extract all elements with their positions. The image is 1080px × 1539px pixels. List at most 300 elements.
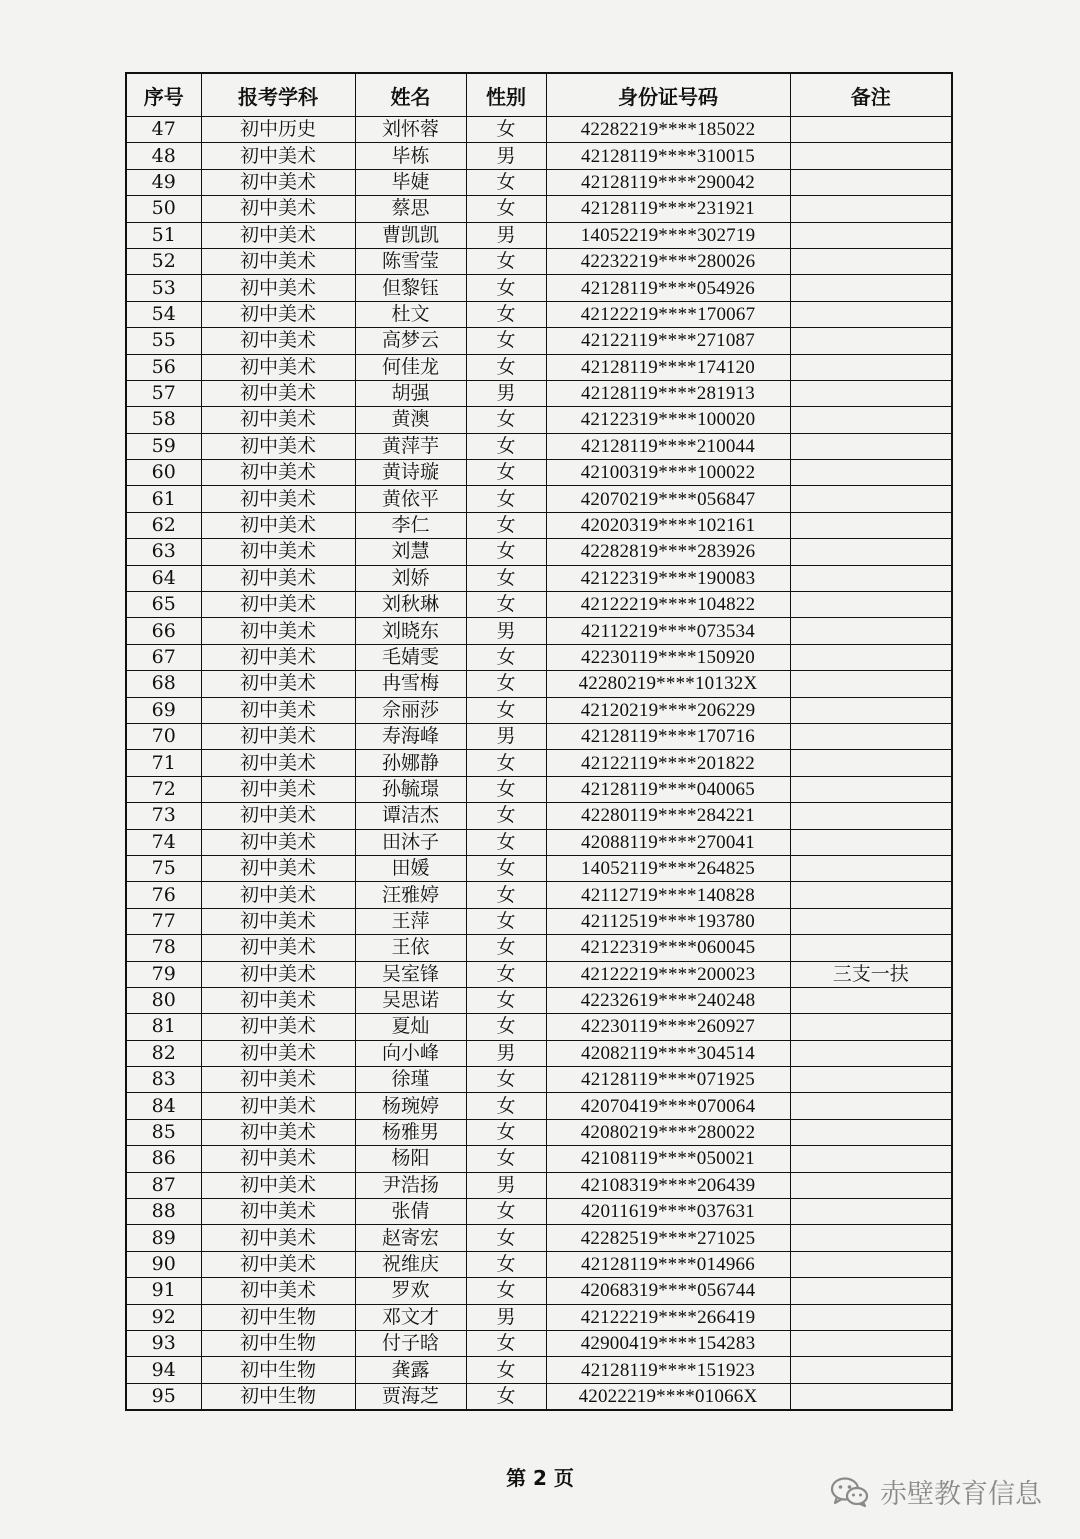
cell-seq: 61 — [126, 486, 201, 512]
cell-name: 张倩 — [355, 1199, 466, 1225]
cell-subject: 初中美术 — [201, 908, 355, 934]
cell-gender: 女 — [466, 987, 546, 1013]
cell-name: 杨雅男 — [355, 1119, 466, 1145]
table-row — [126, 1172, 952, 1198]
table-row — [126, 1225, 952, 1251]
cell-remark — [790, 855, 952, 881]
table-row — [126, 1146, 952, 1172]
cell-remark — [790, 1014, 952, 1040]
cell-id-number: 42128119****151923 — [546, 1357, 790, 1383]
roster-table — [125, 72, 953, 1411]
cell-gender: 女 — [466, 855, 546, 881]
cell-remark — [790, 248, 952, 274]
cell-gender: 男 — [466, 618, 546, 644]
table-row — [126, 908, 952, 934]
cell-gender: 女 — [466, 539, 546, 565]
header-row — [126, 73, 952, 117]
cell-seq: 63 — [126, 539, 201, 565]
table-row — [126, 1093, 952, 1119]
cell-id-number: 42108119****050021 — [546, 1146, 790, 1172]
cell-subject: 初中美术 — [201, 1251, 355, 1277]
cell-seq: 67 — [126, 644, 201, 670]
cell-subject: 初中美术 — [201, 1014, 355, 1040]
cell-name: 向小峰 — [355, 1040, 466, 1066]
table-row — [126, 1067, 952, 1093]
cell-gender: 女 — [466, 433, 546, 459]
cell-seq: 52 — [126, 248, 201, 274]
cell-name: 刘娇 — [355, 565, 466, 591]
cell-gender: 女 — [466, 644, 546, 670]
cell-gender: 女 — [466, 275, 546, 301]
cell-seq: 56 — [126, 354, 201, 380]
cell-remark — [790, 486, 952, 512]
cell-seq: 70 — [126, 723, 201, 749]
cell-id-number: 42122319****190083 — [546, 565, 790, 591]
header-gender: 性别 — [466, 73, 546, 117]
cell-seq: 47 — [126, 117, 201, 143]
cell-name: 孙娜静 — [355, 750, 466, 776]
cell-gender: 女 — [466, 935, 546, 961]
cell-subject: 初中美术 — [201, 196, 355, 222]
cell-remark — [790, 1225, 952, 1251]
cell-id-number: 42128119****310015 — [546, 143, 790, 169]
cell-gender: 女 — [466, 750, 546, 776]
cell-name: 毕婕 — [355, 169, 466, 195]
cell-seq: 85 — [126, 1119, 201, 1145]
cell-gender: 女 — [466, 1093, 546, 1119]
cell-seq: 54 — [126, 301, 201, 327]
cell-gender: 女 — [466, 1199, 546, 1225]
cell-gender: 男 — [466, 380, 546, 406]
cell-remark — [790, 935, 952, 961]
cell-seq: 69 — [126, 697, 201, 723]
roster-table-container — [125, 72, 951, 1411]
table-row — [126, 935, 952, 961]
cell-seq: 65 — [126, 592, 201, 618]
table-row — [126, 565, 952, 591]
cell-id-number: 42108319****206439 — [546, 1172, 790, 1198]
cell-name: 曹凯凯 — [355, 222, 466, 248]
cell-seq: 72 — [126, 776, 201, 802]
cell-remark — [790, 565, 952, 591]
table-row — [126, 328, 952, 354]
wechat-icon — [830, 1476, 870, 1508]
cell-name: 尹浩扬 — [355, 1172, 466, 1198]
cell-gender: 女 — [466, 803, 546, 829]
table-row — [126, 882, 952, 908]
cell-subject: 初中美术 — [201, 328, 355, 354]
cell-gender: 女 — [466, 1014, 546, 1040]
cell-gender: 女 — [466, 671, 546, 697]
cell-gender: 女 — [466, 1119, 546, 1145]
cell-id-number: 42128119****071925 — [546, 1067, 790, 1093]
header-subject: 报考学科 — [201, 73, 355, 117]
cell-name: 刘秋琳 — [355, 592, 466, 618]
cell-subject: 初中美术 — [201, 592, 355, 618]
cell-remark — [790, 1251, 952, 1277]
cell-seq: 53 — [126, 275, 201, 301]
cell-gender: 女 — [466, 460, 546, 486]
cell-remark — [790, 407, 952, 433]
cell-id-number: 42128119****290042 — [546, 169, 790, 195]
cell-remark — [790, 512, 952, 538]
cell-name: 王萍 — [355, 908, 466, 934]
cell-remark — [790, 592, 952, 618]
cell-subject: 初中美术 — [201, 486, 355, 512]
cell-name: 田沐子 — [355, 829, 466, 855]
cell-gender: 女 — [466, 512, 546, 538]
cell-gender: 女 — [466, 486, 546, 512]
cell-name: 黄萍芋 — [355, 433, 466, 459]
cell-gender: 女 — [466, 301, 546, 327]
cell-remark — [790, 1119, 952, 1145]
cell-remark — [790, 1146, 952, 1172]
cell-seq: 62 — [126, 512, 201, 538]
cell-id-number: 42282819****283926 — [546, 539, 790, 565]
cell-subject: 初中美术 — [201, 776, 355, 802]
cell-remark — [790, 169, 952, 195]
cell-remark — [790, 1304, 952, 1330]
table-row — [126, 460, 952, 486]
cell-seq: 66 — [126, 618, 201, 644]
cell-gender: 女 — [466, 961, 546, 987]
table-row — [126, 275, 952, 301]
cell-remark — [790, 987, 952, 1013]
table-row — [126, 1014, 952, 1040]
cell-name: 杜文 — [355, 301, 466, 327]
cell-id-number: 42082119****304514 — [546, 1040, 790, 1066]
table-row — [126, 750, 952, 776]
cell-name: 罗欢 — [355, 1278, 466, 1304]
cell-remark — [790, 803, 952, 829]
cell-subject: 初中美术 — [201, 935, 355, 961]
cell-seq: 87 — [126, 1172, 201, 1198]
table-row — [126, 1330, 952, 1356]
cell-seq: 60 — [126, 460, 201, 486]
cell-name: 祝维庆 — [355, 1251, 466, 1277]
cell-subject: 初中美术 — [201, 987, 355, 1013]
cell-subject: 初中美术 — [201, 644, 355, 670]
cell-name: 邓文才 — [355, 1304, 466, 1330]
cell-id-number: 42122319****060045 — [546, 935, 790, 961]
table-row — [126, 618, 952, 644]
cell-subject: 初中美术 — [201, 539, 355, 565]
cell-name: 田媛 — [355, 855, 466, 881]
table-row — [126, 697, 952, 723]
cell-subject: 初中美术 — [201, 1225, 355, 1251]
cell-id-number: 14052219****302719 — [546, 222, 790, 248]
cell-name: 黄依平 — [355, 486, 466, 512]
cell-id-number: 42230119****150920 — [546, 644, 790, 670]
cell-remark — [790, 275, 952, 301]
cell-gender: 女 — [466, 1225, 546, 1251]
cell-name: 刘怀蓉 — [355, 117, 466, 143]
cell-subject: 初中美术 — [201, 882, 355, 908]
table-row — [126, 987, 952, 1013]
cell-name: 吴室锋 — [355, 961, 466, 987]
cell-subject: 初中美术 — [201, 1146, 355, 1172]
table-row — [126, 354, 952, 380]
cell-name: 谭洁杰 — [355, 803, 466, 829]
cell-id-number: 42128119****231921 — [546, 196, 790, 222]
cell-id-number: 42068319****056744 — [546, 1278, 790, 1304]
table-row — [126, 222, 952, 248]
cell-seq: 86 — [126, 1146, 201, 1172]
cell-seq: 71 — [126, 750, 201, 776]
cell-subject: 初中美术 — [201, 1093, 355, 1119]
cell-id-number: 42128119****054926 — [546, 275, 790, 301]
cell-seq: 51 — [126, 222, 201, 248]
cell-id-number: 42128119****040065 — [546, 776, 790, 802]
cell-id-number: 42122219****104822 — [546, 592, 790, 618]
cell-id-number: 42112519****193780 — [546, 908, 790, 934]
cell-id-number: 42080219****280022 — [546, 1119, 790, 1145]
cell-name: 刘晓东 — [355, 618, 466, 644]
cell-seq: 94 — [126, 1357, 201, 1383]
cell-gender: 女 — [466, 407, 546, 433]
cell-subject: 初中美术 — [201, 1278, 355, 1304]
cell-id-number: 42100319****100022 — [546, 460, 790, 486]
header-name: 姓名 — [355, 73, 466, 117]
cell-id-number: 42232619****240248 — [546, 987, 790, 1013]
cell-gender: 女 — [466, 328, 546, 354]
cell-seq: 90 — [126, 1251, 201, 1277]
cell-subject: 初中美术 — [201, 354, 355, 380]
cell-subject: 初中美术 — [201, 222, 355, 248]
cell-remark — [790, 882, 952, 908]
cell-gender: 女 — [466, 1067, 546, 1093]
cell-subject: 初中美术 — [201, 460, 355, 486]
cell-seq: 77 — [126, 908, 201, 934]
cell-gender: 男 — [466, 1304, 546, 1330]
cell-seq: 81 — [126, 1014, 201, 1040]
cell-id-number: 42128119****170716 — [546, 723, 790, 749]
cell-subject: 初中生物 — [201, 1304, 355, 1330]
roster-table-header — [126, 73, 952, 117]
cell-id-number: 42280119****284221 — [546, 803, 790, 829]
cell-remark — [790, 1172, 952, 1198]
cell-id-number: 42280219****10132X — [546, 671, 790, 697]
cell-remark — [790, 776, 952, 802]
cell-name: 付子晗 — [355, 1330, 466, 1356]
table-row — [126, 512, 952, 538]
cell-name: 贾海芝 — [355, 1383, 466, 1410]
cell-id-number: 42230119****260927 — [546, 1014, 790, 1040]
cell-remark — [790, 143, 952, 169]
cell-id-number: 42011619****037631 — [546, 1199, 790, 1225]
table-row — [126, 1199, 952, 1225]
table-row — [126, 723, 952, 749]
cell-name: 寿海峰 — [355, 723, 466, 749]
table-row — [126, 196, 952, 222]
cell-seq: 49 — [126, 169, 201, 195]
cell-id-number: 42020319****102161 — [546, 512, 790, 538]
cell-id-number: 42112219****073534 — [546, 618, 790, 644]
cell-remark — [790, 354, 952, 380]
cell-subject: 初中美术 — [201, 618, 355, 644]
cell-id-number: 42232219****280026 — [546, 248, 790, 274]
table-row — [126, 671, 952, 697]
cell-name: 王依 — [355, 935, 466, 961]
cell-name: 龚露 — [355, 1357, 466, 1383]
header-id: 身份证号码 — [546, 73, 790, 117]
cell-seq: 79 — [126, 961, 201, 987]
cell-subject: 初中美术 — [201, 301, 355, 327]
watermark — [830, 1472, 1042, 1511]
cell-subject: 初中历史 — [201, 117, 355, 143]
table-row — [126, 248, 952, 274]
watermark-text: 赤壁教育信息 — [880, 1479, 1042, 1510]
cell-gender: 女 — [466, 1357, 546, 1383]
cell-id-number: 42122219****266419 — [546, 1304, 790, 1330]
cell-seq: 76 — [126, 882, 201, 908]
cell-seq: 92 — [126, 1304, 201, 1330]
cell-seq: 59 — [126, 433, 201, 459]
table-row — [126, 407, 952, 433]
cell-gender: 女 — [466, 354, 546, 380]
table-row — [126, 1040, 952, 1066]
cell-subject: 初中美术 — [201, 1067, 355, 1093]
table-row — [126, 644, 952, 670]
cell-id-number: 42070419****070064 — [546, 1093, 790, 1119]
cell-gender: 男 — [466, 143, 546, 169]
cell-remark — [790, 328, 952, 354]
cell-seq: 88 — [126, 1199, 201, 1225]
roster-table-body — [126, 117, 952, 1411]
table-row — [126, 1357, 952, 1383]
cell-name: 蔡思 — [355, 196, 466, 222]
cell-id-number: 42112719****140828 — [546, 882, 790, 908]
cell-id-number: 42122119****201822 — [546, 750, 790, 776]
cell-seq: 50 — [126, 196, 201, 222]
cell-subject: 初中美术 — [201, 803, 355, 829]
cell-gender: 女 — [466, 829, 546, 855]
cell-subject: 初中美术 — [201, 143, 355, 169]
table-row — [126, 433, 952, 459]
cell-gender: 女 — [466, 565, 546, 591]
cell-seq: 89 — [126, 1225, 201, 1251]
cell-subject: 初中美术 — [201, 565, 355, 591]
cell-name: 徐瑾 — [355, 1067, 466, 1093]
cell-name: 胡强 — [355, 380, 466, 406]
cell-gender: 女 — [466, 592, 546, 618]
table-row — [126, 1304, 952, 1330]
table-row — [126, 855, 952, 881]
table-row — [126, 301, 952, 327]
cell-name: 李仁 — [355, 512, 466, 538]
cell-name: 毛婧雯 — [355, 644, 466, 670]
cell-gender: 女 — [466, 1330, 546, 1356]
cell-name: 汪雅婷 — [355, 882, 466, 908]
table-row — [126, 1278, 952, 1304]
cell-remark — [790, 1040, 952, 1066]
cell-remark — [790, 117, 952, 143]
cell-name: 陈雪莹 — [355, 248, 466, 274]
cell-subject: 初中美术 — [201, 750, 355, 776]
cell-subject: 初中美术 — [201, 433, 355, 459]
table-row — [126, 539, 952, 565]
cell-remark — [790, 222, 952, 248]
cell-gender: 女 — [466, 697, 546, 723]
cell-seq: 55 — [126, 328, 201, 354]
table-row — [126, 803, 952, 829]
cell-id-number: 42900419****154283 — [546, 1330, 790, 1356]
cell-seq: 68 — [126, 671, 201, 697]
cell-remark — [790, 644, 952, 670]
cell-subject: 初中美术 — [201, 380, 355, 406]
cell-remark — [790, 1093, 952, 1119]
page-number: 第 2 页 — [506, 1466, 574, 1490]
cell-seq: 83 — [126, 1067, 201, 1093]
cell-id-number: 42128119****014966 — [546, 1251, 790, 1277]
table-row — [126, 1251, 952, 1277]
cell-subject: 初中美术 — [201, 512, 355, 538]
table-row — [126, 829, 952, 855]
cell-name: 黄诗璇 — [355, 460, 466, 486]
cell-gender: 女 — [466, 776, 546, 802]
cell-name: 夏灿 — [355, 1014, 466, 1040]
cell-id-number: 14052119****264825 — [546, 855, 790, 881]
cell-subject: 初中美术 — [201, 855, 355, 881]
cell-gender: 男 — [466, 222, 546, 248]
cell-seq: 73 — [126, 803, 201, 829]
cell-gender: 男 — [466, 1040, 546, 1066]
cell-id-number: 42070219****056847 — [546, 486, 790, 512]
cell-gender: 女 — [466, 1383, 546, 1410]
cell-seq: 57 — [126, 380, 201, 406]
cell-name: 吴思诺 — [355, 987, 466, 1013]
table-row — [126, 486, 952, 512]
table-row — [126, 117, 952, 143]
cell-id-number: 42122119****271087 — [546, 328, 790, 354]
cell-gender: 男 — [466, 1172, 546, 1198]
cell-remark — [790, 829, 952, 855]
cell-remark — [790, 539, 952, 565]
cell-gender: 女 — [466, 908, 546, 934]
cell-id-number: 42022219****01066X — [546, 1383, 790, 1410]
cell-seq: 58 — [126, 407, 201, 433]
cell-remark — [790, 697, 952, 723]
table-row — [126, 380, 952, 406]
table-row — [126, 776, 952, 802]
cell-seq: 95 — [126, 1383, 201, 1410]
cell-name: 但黎钰 — [355, 275, 466, 301]
cell-id-number: 42122319****100020 — [546, 407, 790, 433]
cell-gender: 女 — [466, 117, 546, 143]
cell-remark — [790, 908, 952, 934]
cell-remark — [790, 460, 952, 486]
cell-remark — [790, 1199, 952, 1225]
cell-seq: 91 — [126, 1278, 201, 1304]
cell-remark — [790, 1357, 952, 1383]
cell-subject: 初中美术 — [201, 169, 355, 195]
cell-subject: 初中美术 — [201, 961, 355, 987]
cell-remark — [790, 723, 952, 749]
cell-id-number: 42122219****200023 — [546, 961, 790, 987]
cell-seq: 64 — [126, 565, 201, 591]
cell-remark — [790, 433, 952, 459]
cell-subject: 初中美术 — [201, 1040, 355, 1066]
cell-remark — [790, 1067, 952, 1093]
cell-id-number: 42282519****271025 — [546, 1225, 790, 1251]
cell-id-number: 42128119****210044 — [546, 433, 790, 459]
cell-name: 刘慧 — [355, 539, 466, 565]
cell-remark — [790, 1383, 952, 1410]
cell-remark — [790, 618, 952, 644]
cell-seq: 80 — [126, 987, 201, 1013]
cell-subject: 初中美术 — [201, 1199, 355, 1225]
cell-gender: 女 — [466, 882, 546, 908]
